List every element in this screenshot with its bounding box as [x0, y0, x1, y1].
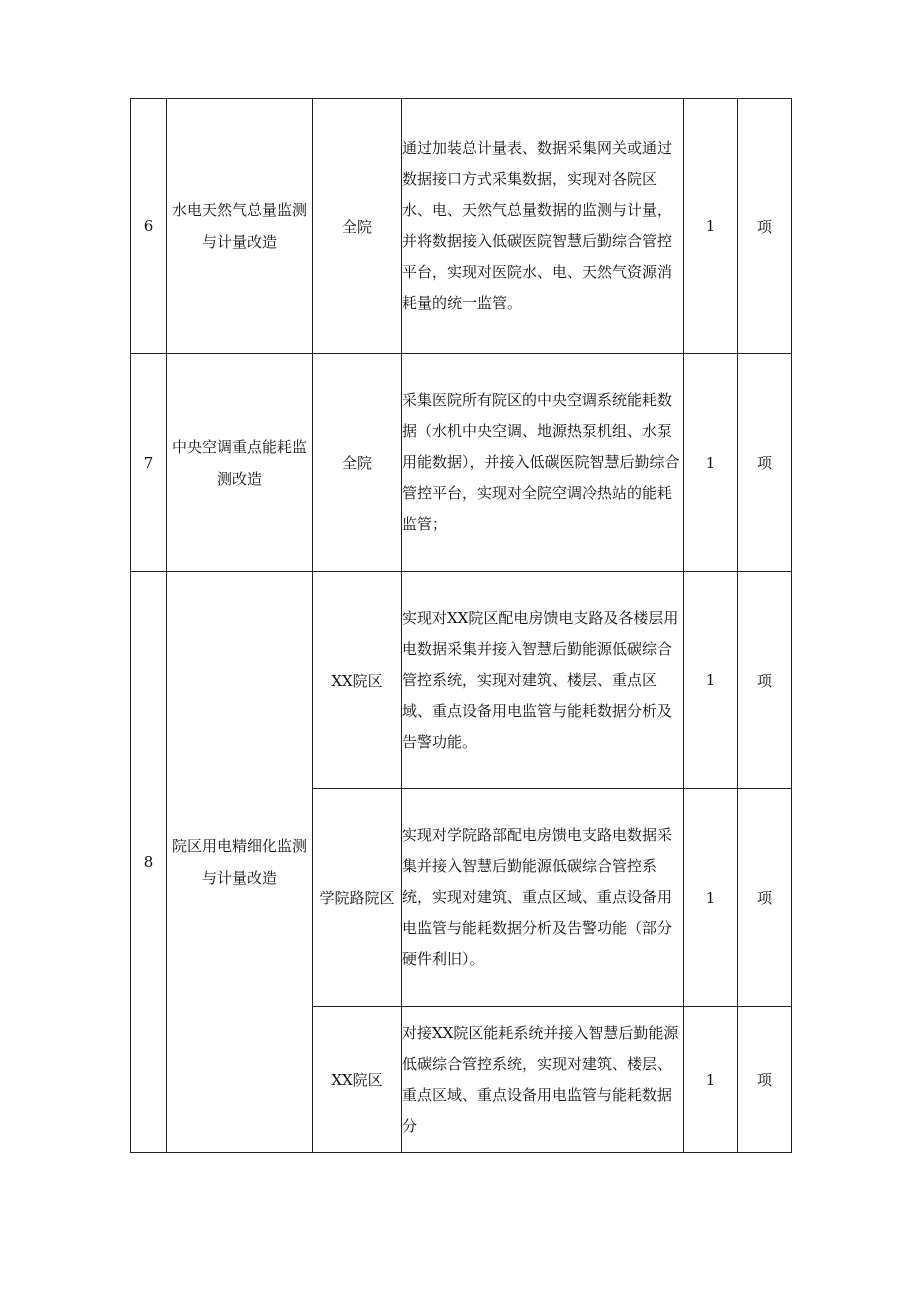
item-name: 中央空调重点能耗监测改造 — [167, 354, 313, 572]
table-row — [131, 99, 792, 354]
scope-cell: 全院 — [313, 99, 402, 354]
quantity-cell: 1 — [684, 789, 738, 1007]
description-cell: 实现对XX院区配电房馈电支路及各楼层用电数据采集并接入智慧后勤能源低碳综合管控系统，实现对建筑、楼层、重点区域、重点设备用电监管与能耗数据分析及告警功能。 — [402, 572, 684, 789]
quantity-cell: 1 — [684, 354, 738, 572]
unit-cell: 项 — [738, 354, 792, 572]
description-cell: 通过加装总计量表、数据采集网关或通过数据接口方式采集数据，实现对各院区水、电、天然气总量数据的监测与计量，并将数据接入低碳医院智慧后勤综合管控平台，实现对医院水、电、天然气资源消耗量的统一监管。 — [402, 99, 684, 354]
row-number: 6 — [131, 99, 167, 354]
project-table — [130, 98, 792, 1153]
row-number: 8 — [131, 572, 167, 1153]
scope-label: 学院路院区 — [319, 889, 395, 907]
unit-cell: 项 — [738, 572, 792, 789]
description-cell: 对接XX院区能耗系统并接入智慧后勤能源低碳综合管控系统，实现对建筑、楼层、重点区域、重点设备用电监管与能耗数据分 — [402, 1007, 684, 1153]
item-name: 水电天然气总量监测与计量改造 — [167, 99, 313, 354]
description-cell: 实现对学院路部配电房馈电支路电数据采集并接入智慧后勤能源低碳综合管控系统，实现对建筑、重点区域、重点设备用电监管与能耗数据分析及告警功能（部分硬件利旧）。 — [402, 789, 684, 1007]
unit-cell: 项 — [738, 99, 792, 354]
item-name: 院区用电精细化监测与计量改造 — [167, 572, 313, 1153]
quantity-cell: 1 — [684, 99, 738, 354]
scope-cell: 全院 — [313, 354, 402, 572]
row-number: 7 — [131, 354, 167, 572]
quantity-cell: 1 — [684, 572, 738, 789]
unit-cell: 项 — [738, 789, 792, 1007]
quantity-cell: 1 — [684, 1007, 738, 1153]
scope-cell: XX院区 — [313, 572, 402, 789]
scope-cell: XX院区 — [313, 1007, 402, 1153]
table-row — [131, 354, 792, 572]
scope-cell — [313, 789, 402, 1007]
table-row — [131, 572, 792, 789]
description-cell: 采集医院所有院区的中央空调系统能耗数据（水机中央空调、地源热泵机组、水泵用能数据），并接入低碳医院智慧后勤综合管控平台，实现对全院空调冷热站的能耗监管； — [402, 354, 684, 572]
unit-cell: 项 — [738, 1007, 792, 1153]
